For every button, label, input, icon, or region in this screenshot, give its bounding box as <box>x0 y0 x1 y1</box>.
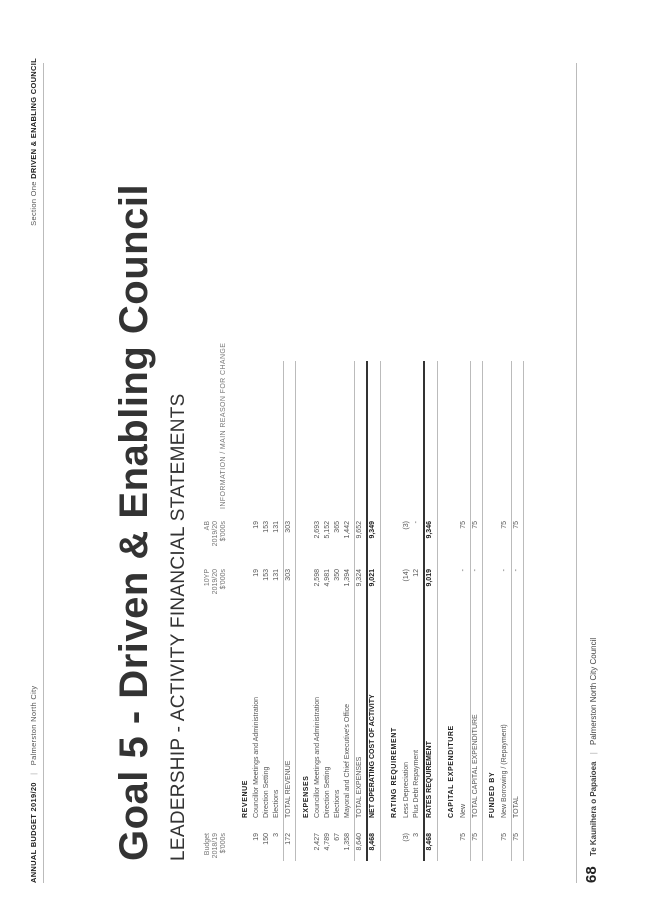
table-row: 8,640 TOTAL EXPENSES 9,324 9,652 <box>356 521 363 851</box>
table-rule <box>295 361 296 861</box>
table-rule <box>380 361 381 861</box>
table-row: FUNDED BY <box>489 771 496 818</box>
header-org: Palmerston North City <box>29 685 38 766</box>
table-row: 19 Councillor Meetings and Administration 19 19 <box>253 521 260 841</box>
table-row: 75 New Borrowing / (Repayment) - 75 <box>501 521 508 841</box>
header-right <box>29 58 38 226</box>
footer-council: Palmerston North City Council <box>589 637 598 745</box>
table-rule <box>482 361 483 861</box>
footer-divider <box>576 63 577 883</box>
col-header-ab: AB 2019/20 $'000s <box>204 521 227 547</box>
table-row: 2,427 Councillor Meetings and Administration 2,598 2,693 <box>314 521 321 851</box>
table-row: 3 Plus Debt Repayment 12 - <box>413 521 420 837</box>
header-section: Section One <box>29 181 38 226</box>
col-header-info: INFORMATION / MAIN REASON FOR CHANGE <box>220 342 227 509</box>
table-row: 4,789 Direction Setting 4,981 5,152 <box>324 521 331 851</box>
header-divider <box>43 63 44 883</box>
table-row: 8,468 NET OPERATING COST OF ACTIVITY 9,021 9,349 <box>369 521 376 851</box>
table-row: REVENUE <box>242 779 249 818</box>
table-row: 75 New - 75 <box>460 521 467 841</box>
header-doc-title: ANNUAL BUDGET 2019/20 <box>29 782 38 883</box>
table-row: 8,468 RATES REQUIREMENT 9,019 9,346 <box>426 521 433 851</box>
table-row: RATING REQUIREMENT <box>391 727 398 818</box>
table-row: 75 TOTAL - 75 <box>513 521 520 841</box>
footer: 68 Te Kaunihera o Papaioea | Palmerston North City Council <box>583 637 600 883</box>
footer-maori-title: Te Kaunihera o Papaioea <box>589 761 598 857</box>
table-rule <box>523 361 524 861</box>
table-row: 150 Direction Setting 153 153 <box>263 521 270 845</box>
table-row: CAPITAL EXPENDITURE <box>448 725 455 818</box>
header-left: ANNUAL BUDGET 2019/20 | Palmerston North City <box>29 685 38 883</box>
table-row: EXPENSES <box>303 775 310 818</box>
table-row: 1,358 Mayoral and Chief Executive's Office 1,394 1,442 <box>344 521 351 851</box>
page-title: Goal 5 - Driven & Enabling Council <box>112 183 156 861</box>
table-rule <box>437 361 438 861</box>
table-row: (3) Less Depreciation (14) (3) <box>403 521 410 842</box>
table-row: 67 Elections 350 365 <box>334 521 341 841</box>
table-row: 3 Elections 131 131 <box>273 521 280 837</box>
page-number: 68 <box>583 866 600 883</box>
col-header-budget: Budget 2018/19 $'000s <box>204 833 227 859</box>
page-subtitle: LEADERSHIP - ACTIVITY FINANCIAL STATEMENTS <box>168 393 189 861</box>
header-section-title: DRIVEN & ENABLING COUNCIL <box>29 58 38 179</box>
col-header-10yp: 10YP 2019/20 $'000s <box>204 569 227 595</box>
table-row: 75 TOTAL CAPITAL EXPENDITURE - 75 <box>472 521 479 841</box>
table-row: 172 TOTAL REVENUE 303 303 <box>285 521 292 845</box>
